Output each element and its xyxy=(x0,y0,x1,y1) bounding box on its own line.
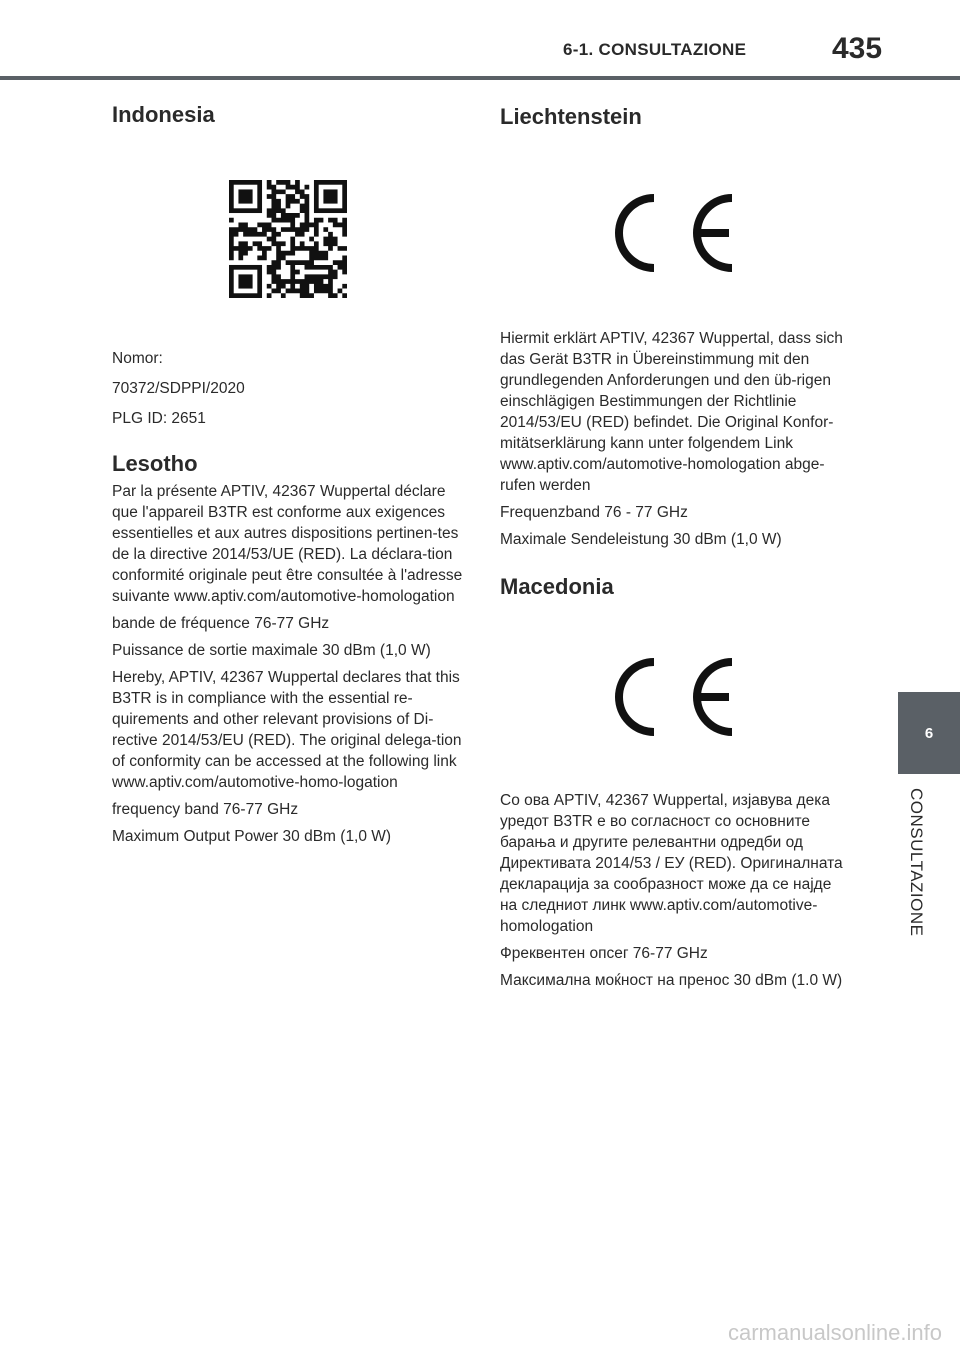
indonesia-line: PLG ID: 2651 xyxy=(112,410,206,427)
lesotho-paragraph: frequency band 76-77 GHz xyxy=(112,801,299,818)
lesotho-paragraph: Puissance de sortie maximale 30 dBm (1,0 W) xyxy=(112,642,431,659)
indonesia-line: Nomor: xyxy=(112,350,163,367)
ce-mark-icon xyxy=(613,654,739,740)
qr-code-icon xyxy=(229,178,347,300)
macedonia-paragraph: Фреквентен опсег 76-77 GHz xyxy=(500,945,708,962)
lesotho-paragraph: Hereby, APTIV, 42367 Wuppertal declares that this B3TR is in compliance with the essential re-quirements and other relevant provisions of Di-rective 2014/53/EU (RED). The original delega-tion of conformity can be accessed at the following link www.aptiv.com/automotive-homo-logation xyxy=(112,669,462,791)
section-title-macedonia: Macedonia xyxy=(500,574,614,599)
chapter-tab-number: 6 xyxy=(924,724,934,742)
macedonia-paragraph: Максимална моќност на пренос 30 dBm (1.0 W) xyxy=(500,972,843,989)
lesotho-paragraph: Par la présente APTIV, 42367 Wuppertal déclare que l'appareil B3TR est conforme aux exigences essentielles et aux autres dispositions pertinen-tes de la directive 2014/53/UE (RED). La déclara-tion conformité originale peut être consultée à l'adresse suivante www.aptiv.com/automotive-homologation xyxy=(112,483,463,605)
chapter-tab xyxy=(898,692,960,774)
running-header-section: 6-1. CONSULTAZIONE xyxy=(563,40,747,59)
liechtenstein-paragraph: Hiermit erklärt APTIV, 42367 Wuppertal, dass sich das Gerät B3TR in Übereinstimmung mit den grundlegenden Anforderungen und den üb-rigen einschlägigen Bestimmungen der Richtlinie 2014/53/EU (RED) befindet. Die Original Konfor-mitätserklärung kann unter folgendem Link www.aptiv.com/automotive-homologation abge-rufen werden xyxy=(500,330,843,494)
liechtenstein-paragraph: Maximale Sendeleistung 30 dBm (1,0 W) xyxy=(500,531,782,548)
section-title-indonesia: Indonesia xyxy=(112,102,215,127)
ce-mark-container xyxy=(500,190,852,276)
macedonia-paragraph: Со ова APTIV, 42367 Wuppertal, изјавува дека уредот B3TR е во согласност со основните барања и другите релевантни одредби од Директивата 2014/53 / ЕУ (RED). Оригиналната декларација за сообразност може да се најде на следниот линк www.aptiv.com/automotive-homologation xyxy=(500,792,843,935)
liechtenstein-paragraph: Frequenzband 76 - 77 GHz xyxy=(500,504,688,521)
section-title-lesotho: Lesotho xyxy=(112,451,198,476)
ce-mark-container xyxy=(500,654,852,740)
left-column xyxy=(112,100,464,853)
page-number: 435 xyxy=(832,32,883,65)
section-title-liechtenstein: Liechtenstein xyxy=(500,104,642,129)
right-column xyxy=(500,100,852,997)
chapter-tab-label: CONSULTAZIONE xyxy=(907,788,926,937)
lesotho-paragraph: bande de fréquence 76-77 GHz xyxy=(112,615,330,632)
indonesia-line: 70372/SDPPI/2020 xyxy=(112,380,245,397)
watermark: carmanualsonline.info xyxy=(727,1320,942,1345)
ce-mark-icon xyxy=(613,190,739,276)
header-rule xyxy=(0,76,960,80)
lesotho-paragraph: Maximum Output Power 30 dBm (1,0 W) xyxy=(112,828,392,845)
qr-code-container xyxy=(112,178,464,300)
